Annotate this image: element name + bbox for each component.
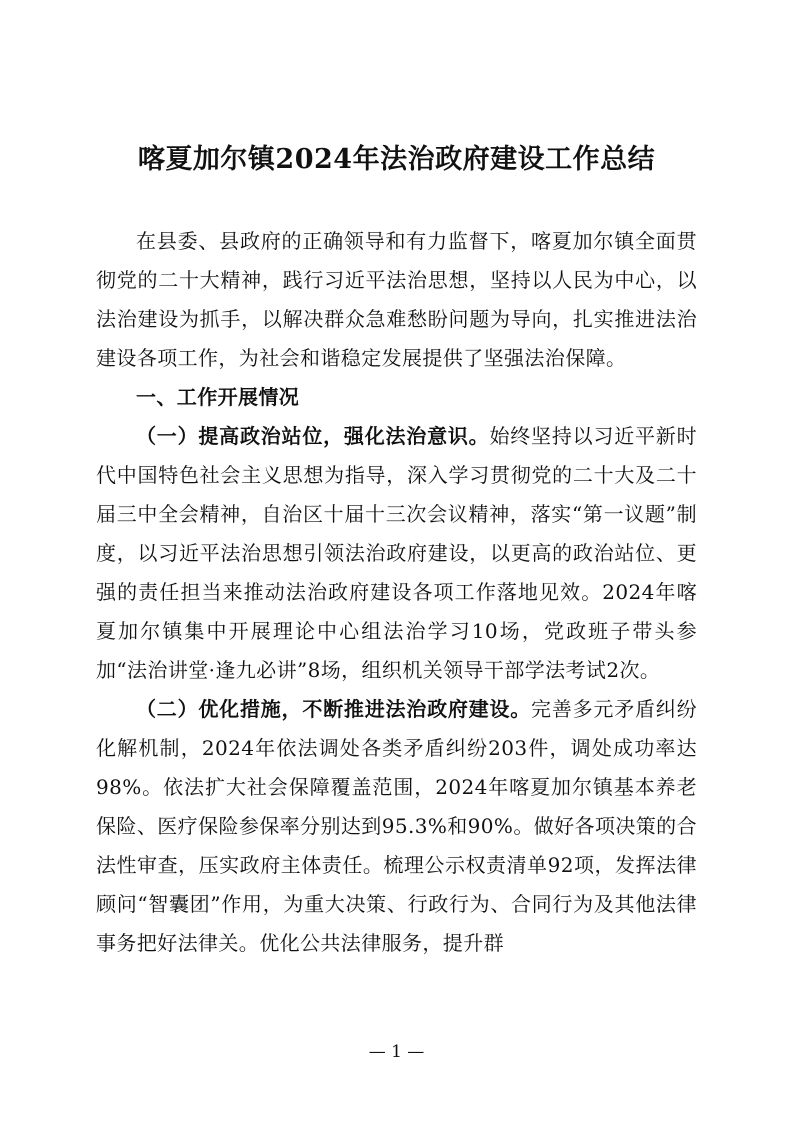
item-1-lead: （一）提高政治站位，强化法治意识。 (136, 424, 490, 448)
item-2-lead: （二）优化措施，不断推进法治政府建设。 (136, 697, 532, 721)
document-title: 喀夏加尔镇2024年法治政府建设工作总结 (137, 144, 656, 175)
item-1-paragraph (96, 417, 697, 690)
item-1-text: 始终坚持以习近平新时代中国特色社会主义思想为指导，深入学习贯彻党的二十大及二十届三中全会精神，自治区十届十三次会议精神，落实“第一议题”制度，以习近平法治思想引领法治政府建设，以更高的政治站位、更强的责任担当来推动法治政府建设各项工作落地见效。2024年喀夏加尔镇集中开展理论中心组法治学习10场，党政班子带头参加“法治讲堂·逢九必讲”8场，组织机关领导干部学法考试2次。 (96, 424, 697, 682)
section-heading: 一、工作开展情况 (136, 385, 300, 409)
page-number: — 1 — (368, 1042, 425, 1062)
intro-paragraph: 在县委、县政府的正确领导和有力监督下，喀夏加尔镇全面贯彻党的二十大精神，践行习近平法治思想，坚持以人民为中心，以法治建设为抓手，以解决群众急难愁盼问题为导向，扎实推进法治建设各项工作，为社会和谐稳定发展提供了坚强法治保障。 (96, 229, 697, 370)
item-2-paragraph (96, 690, 697, 963)
item-2-text: 完善多元矛盾纠纷化解机制，2024年依法调处各类矛盾纠纷203件，调处成功率达98%。依法扩大社会保障覆盖范围，2024年喀夏加尔镇基本养老保险、医疗保险参保率分别达到95.3%和90%。做好各项决策的合法性审查，压实政府主体责任。梳理公示权责清单92项，发挥法律顾问“智囊团”作用，为重大决策、行政行为、合同行为及其他法律事务把好法律关。优化公共法律服务，提升群 (96, 697, 697, 955)
document-body (96, 222, 697, 963)
